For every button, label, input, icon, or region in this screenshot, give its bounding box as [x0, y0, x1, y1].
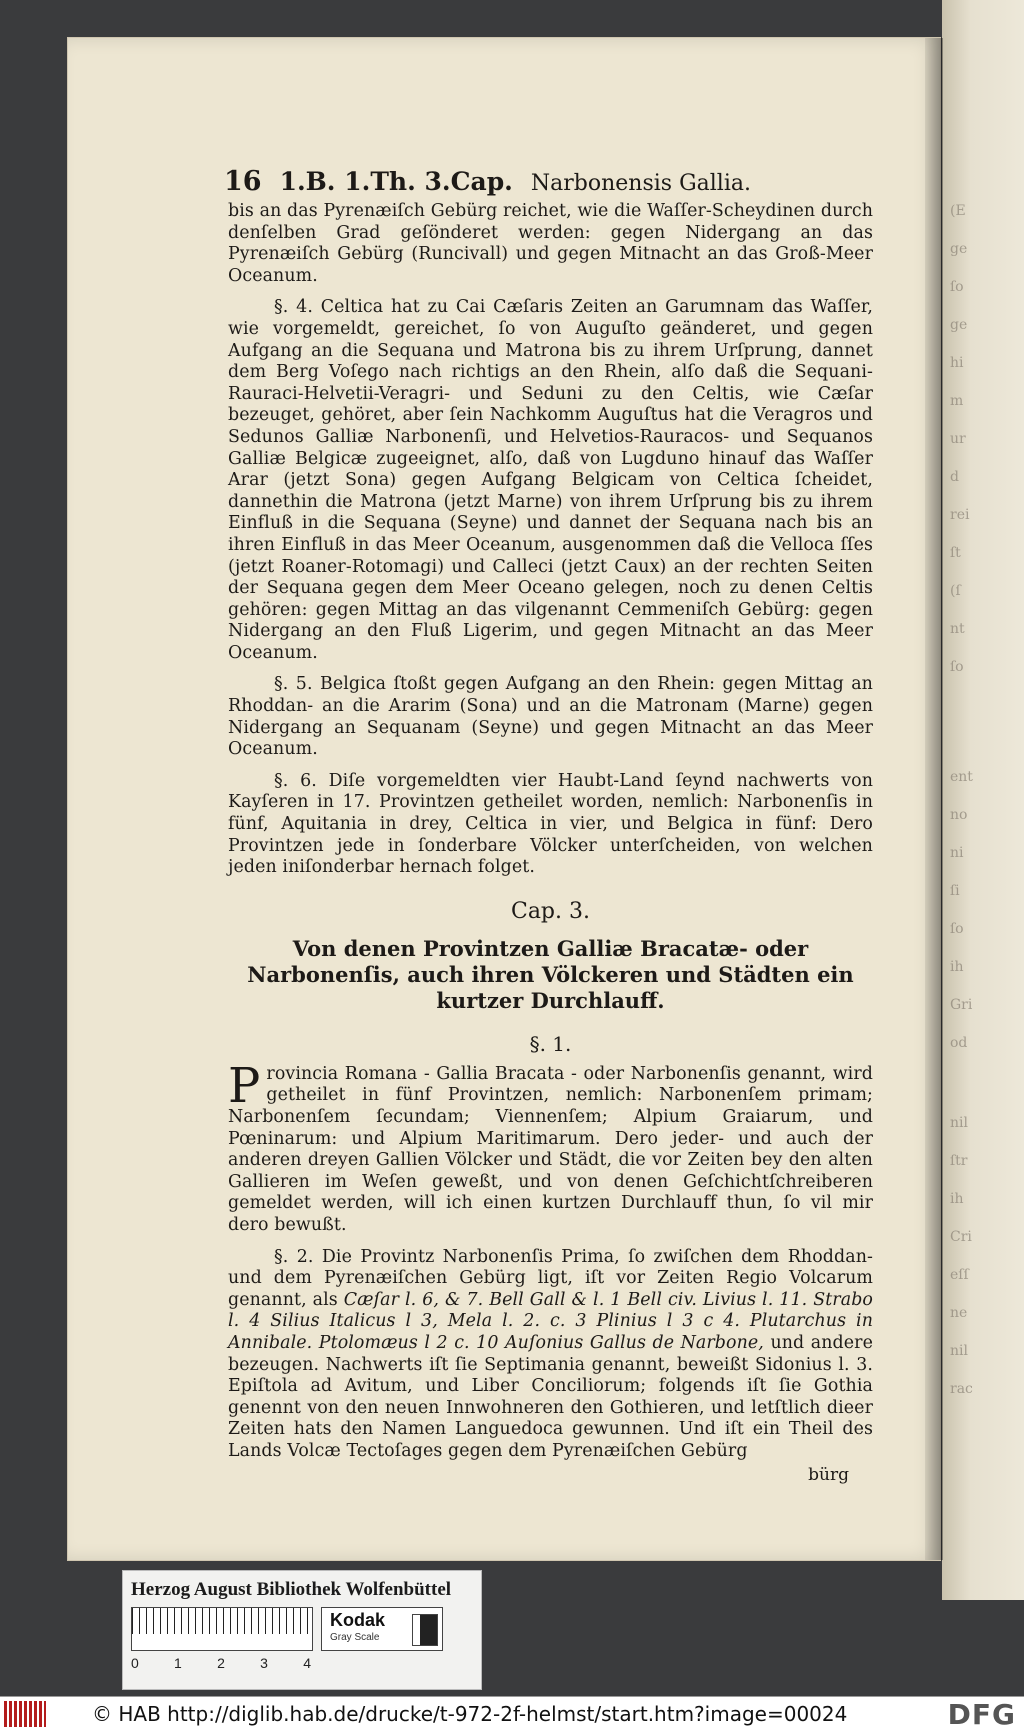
kodak-subtitle: Gray Scale [330, 1632, 380, 1643]
running-title: 1.B. 1.Th. 3.Cap. [279, 167, 513, 196]
chapter-title: Von denen Provintzen Galliæ Bracatæ- oder Narbonenſis, auch ihren Völckeren und Städten ein kurtzer Durchlauff. [247, 935, 854, 1013]
section-mark: §. 1. [529, 1031, 572, 1056]
footer-url[interactable]: © HAB http://diglib.hab.de/drucke/t-972-2f-helmst/start.htm?image=00024 [92, 1702, 848, 1726]
facing-page-fragment: rei [950, 507, 970, 523]
paragraph-s2-lead: §. 2. Die Provintz Narbonenſis Prima, ſo zwiſchen dem Rhoddan- und dem Pyrenæiſchen Gebürg ligt, iſt vor Zeiten Regio Volcarum genannt, als [228, 1246, 873, 1310]
facing-page-fragment: Cri [950, 1229, 972, 1245]
facing-page-fragment: nil [950, 1343, 968, 1359]
kodak-gray-scale [321, 1607, 443, 1651]
facing-page-fragment: ge [950, 317, 968, 333]
facing-page-fragment: d [950, 469, 959, 485]
facing-page-fragment: ih [950, 959, 964, 975]
facing-page-fragment: od [950, 1035, 968, 1051]
facing-page-fragment: nil [950, 1115, 968, 1131]
facing-page-fragment: ſt [950, 545, 961, 561]
scale-number: 4 [303, 1655, 311, 1671]
facing-page-edge [942, 0, 1024, 1600]
chapter-label: Cap. 3. [510, 898, 590, 924]
facing-page-fragment: ge [950, 241, 968, 257]
facing-page-fragment: ſi [950, 883, 960, 899]
running-subject: Narbonensis Gallia. [530, 171, 751, 196]
facing-page-fragment: Gri [950, 997, 973, 1013]
facing-page-fragment: nt [950, 621, 965, 637]
scale-numbers [131, 1655, 311, 1671]
dfg-logo: DFG [947, 1698, 1016, 1731]
hab-logo-icon [4, 1701, 46, 1727]
page-number: 16 [224, 166, 262, 197]
scale-number: 2 [217, 1655, 225, 1671]
paragraph-section-5: §. 5. Belgica ſtoßt gegen Aufgang an den Rhein: gegen Mittag an Rhoddan- an die Ararim (Sona) und an die Matronam (Marne) gegen Nidergang an Sequanam (Seyne) und gegen Mitnacht an das Meer Oceanum. [228, 674, 873, 760]
facing-page-fragment: ih [950, 1191, 964, 1207]
scale-ruler [131, 1607, 313, 1651]
scale-number: 3 [260, 1655, 268, 1671]
facing-page-fragment: eſſ [950, 1267, 969, 1283]
library-label [122, 1570, 482, 1690]
facing-page-fragment: (ſ [950, 583, 961, 599]
ruler-ticks [132, 1608, 312, 1634]
paragraph-s1 [228, 1057, 873, 1237]
paragraph-section-4: §. 4. Celtica hat zu Cai Cæſaris Zeiten an Garumnam das Waſſer, wie vorgemeldt, gereichet, ſo von Auguſto geänderet, und gegen Aufgang an die Sequana und Matrona bis zu ihrem Urſprung, dannet dem Berg Voſego nach richtigs an den Rhein, alſo daß die Sequani-Rauraci-Helvetii-Veragri- und Seduni zu den Celtis, wie Cæſar bezeuget, gehöret, aber ſein Nachkomm Auguſtus hat die Veragros und Sedunos Galliæ Narbonenſi, und Helvetios-Rauracos- und Sequanos Galliæ Belgicæ zugeeignet, alſo, daß von Lugduno hinauf das Waſſer Arar (jetzt Sona) gegen Aufgang Belgicam von Celtica ſcheidet, dannethin die Matrona (jetzt Marne) von ihrem Urſprung bis zu ihrem Einfluß in die Sequana (Seyne) und dannet der Sequana nach bis an ihren Einfluß in das Meer Oceanum, ausgenommen daß die Velloca ſſes (jetzt Roaner-Rotomagi) und Calleci (jetzt Caux) an der rechten Seiten der Sequana gegen dem Meer Oceano gelegen, noch zu denen Celtis gehören: gegen Mittag an das vilgenannt Cemmeniſch Gebürg: gegen Nidergang an den Fluß Ligerim, und gegen Mitnacht an das Meer Oceanum. [228, 297, 873, 663]
facing-page-fragment: ſo [950, 659, 964, 675]
paragraph-s2-tail: und andere bezeugen. Nachwerts iſt ſie Septimania genannt, beweißt Sidonius l. 3. Epiſtola ad Avitum, und Liber Conciliorum; folgends iſt ſie Gothia genennt von den neuen Innwohneren den Gothieren, und letſtlich dieer Zeiten hats den Namen Languedoca gewunnen. Und iſt ein Theil des Lands Volcæ Tectoſages gegen dem Pyrenæiſchen Gebürg [228, 1332, 873, 1461]
facing-page-fragment: no [950, 807, 968, 823]
facing-page-fragment: ur [950, 431, 966, 447]
paragraph-continued: bis an das Pyrenæiſch Gebürg reichet, wie die Waſſer-Scheydinen durch denſelben Grad geſönderet werden: gegen Nidergang an das Pyrenæiſch Gebürg (Runcivall) und gegen Mitnacht an das Groß-Meer Oceanum. [228, 201, 873, 286]
catchword: bürg [808, 1464, 849, 1485]
facing-page-fragment: (E [950, 203, 966, 219]
gray-swatch [412, 1614, 438, 1646]
footer-bar [0, 1696, 1024, 1731]
paragraph-section-6: §. 6. Diſe vorgemeldten vier Haubt-Land ſeynd nachwerts von Kayſeren in 17. Provintzen getheilet worden, nemlich: Narbonenſis in fünf, Aquitania in drey, Celtica in vier, und Belgica in fünf: Dero Provintzen jede in ſonderbare Völcker unterſcheiden, von welchen jeden iniſonderbar hernach folget. [228, 770, 873, 878]
facing-page-fragment: ni [950, 845, 964, 861]
facing-page-fragment: m [950, 393, 964, 409]
scale-number: 1 [174, 1655, 182, 1671]
drop-cap: P [228, 1057, 261, 1114]
page-text [224, 166, 873, 1485]
facing-page-fragment: ent [950, 769, 973, 785]
scale-number: 0 [131, 1655, 139, 1671]
paragraph-s1-text: rovincia Romana - Gallia Bracata - oder Narbonenſis genannt, wird getheilet in fünf Provintzen, nemlich: Narbonenſem primam; Narbonenſem ſecundam; Viennenſem; Alpium Graiarum, und Pœninarum: und Alpium Maritimarum. Dero jeder- und auch der anderen dreyen Gallien Völcker und Städt, die vor Zeiten bey den alten Gallieren im Weſen geweßt, und von denen Geſchichtſchreiberen gemeldet werden, will ich einen kurtzen Durchlauff thun, ſo vil mir dero bewußt. [228, 1063, 873, 1235]
facing-page-fragment: ſo [950, 921, 964, 937]
facing-page-fragment: ne [950, 1305, 968, 1321]
paragraph-s2 [228, 1247, 873, 1463]
library-name: Herzog August Bibliothek Wolfenbüttel [131, 1579, 452, 1600]
running-head [224, 166, 873, 197]
facing-page-fragment: ſtr [950, 1153, 968, 1169]
paragraph-s2-references: Cæſar l. 6, & 7. Bell Gall & l. 1 Bell civ. Livius l. 11. Strabo l. 4 Silius Italicus l 3, Mela l. 2. c. 3 Plinius l 3 c 4. Plutarchus in Annibale. Ptolomæus l 2 c. 10 Auſonius Gallus de Narbone, [228, 1289, 873, 1353]
page-gutter-shadow [925, 38, 943, 1560]
kodak-logo: Kodak [330, 1610, 386, 1630]
facing-page-fragment: rac [950, 1381, 973, 1397]
facing-page-fragment: hi [950, 355, 964, 371]
facing-page-fragment: ſo [950, 279, 964, 295]
